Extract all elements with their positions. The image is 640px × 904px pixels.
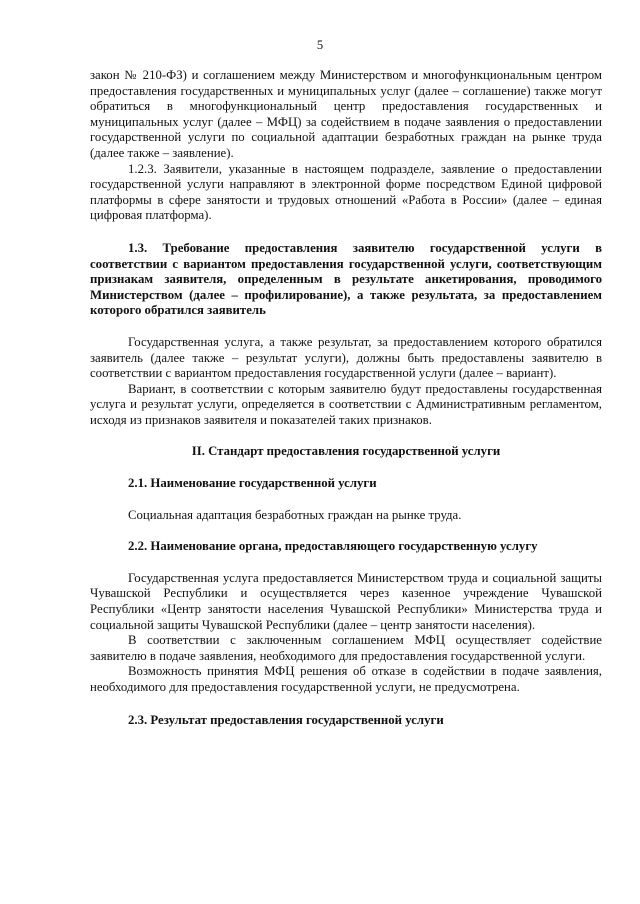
paragraph-service-provider: Государственная услуга предоставляется Министерством труда и социальной защиты Чувашской Республики и осуществляется через казенное учреждение Чувашской Республики «Центр занятости населения Чувашской Республики» Министерства труда и социальной защиты Чувашской Республики (далее – центр занятости населения). [90,570,602,632]
document-body [90,68,602,728]
paragraph-service-result: Государственная услуга, а также результат, за предоставлением которого обратился заявитель (далее также – результат услуги), должны быть предоставлены заявителю в соответствии с вариантом предоставления государственной услуги (далее – вариант). [90,334,602,381]
paragraph-mfc-assistance: В соответствии с заключенным соглашением МФЦ осуществляет содействие заявителю в подаче заявления, необходимого для предоставления государственной услуги. [90,633,602,663]
heading-2-1: 2.1. Наименование государственной услуги [128,476,377,491]
heading-2-2: 2.2. Наименование органа, предоставляющего государственную услугу [128,539,538,554]
page-number: 5 [316,38,324,52]
heading-2-3: 2.3. Результат предоставления государственной услуги [128,712,444,727]
heading-1-3: 1.3. Требование предоставления заявителю государственной услуги в соответствии с вариантом предоставления государственной услуги, соответствующим признакам заявителя, определенным в результате анкетирования, проводимого Министерством (далее – профилирование), а также результата, за предоставлением которого обратился заявитель [90,240,602,318]
paragraph-variant: Вариант, в соответствии с которым заявителю будут предоставлены государственная услуга и результат услуги, определяется в соответствии с Административным регламентом, исходя из признаков заявителя и показателей таких признаков. [90,381,602,427]
paragraph-mfc-refusal: Возможность принятия МФЦ решения об отказе в содействии в подаче заявления, необходимого для предоставления государственной услуги, не предусмотрена. [90,664,602,694]
paragraph-service-name: Социальная адаптация безработных граждан на рынке труда. [128,507,462,522]
paragraph-1-2-3: 1.2.3. Заявители, указанные в настоящем подразделе, заявление о предоставлении государственной услуги направляют в электронной форме посредством Единой цифровой платформы в сфере занятости и трудовых отношений «Работа в России» (далее – единая цифровая платформа). [90,161,602,223]
heading-section-2: II. Стандарт предоставления государственной услуги [191,444,501,459]
paragraph-law-reference: закон № 210-ФЗ) и соглашением между Министерством и многофункциональным центром предоставления государственных и муниципальных услуг (далее – соглашение) также могут обратиться в многофункциональный центр предоставления государственных и муниципальных услуг (далее – МФЦ) за содействием в подаче заявления о предоставлении государственной услуги по социальной адаптации безработных граждан на рынке труда (далее также – заявление). [90,68,602,160]
